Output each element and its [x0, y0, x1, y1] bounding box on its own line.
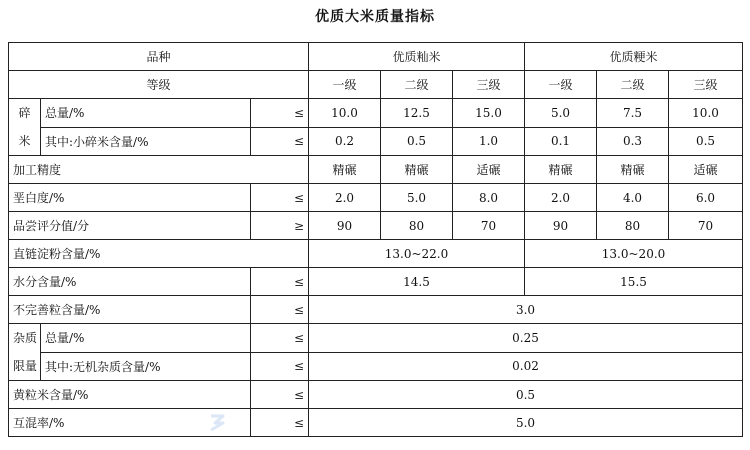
grade-cell: 一级 — [309, 71, 381, 99]
variety-header: 品种 — [9, 43, 309, 71]
limit-symbol: ≤ — [251, 184, 309, 212]
merged-value: 0.02 — [309, 352, 743, 381]
value-cell: 15.0 — [453, 99, 525, 128]
value-cell: 80 — [597, 212, 669, 240]
group-label-char: 碎 — [18, 106, 31, 120]
table-row-chalkiness — [9, 184, 743, 212]
value-cell: 90 — [525, 212, 597, 240]
merged-value: 3.0 — [309, 296, 743, 324]
grade-header: 等级 — [9, 71, 309, 99]
table-row-moisture — [9, 268, 743, 296]
indica-value: 13.0~22.0 — [309, 240, 525, 268]
value-cell: 90 — [309, 212, 381, 240]
value-cell: 0.3 — [597, 127, 669, 156]
value-cell: 适碾 — [453, 156, 525, 184]
table-row-yellow — [9, 381, 743, 409]
indica-header: 优质籼米 — [309, 43, 525, 71]
limit-symbol: ≤ — [251, 352, 309, 381]
table-row-broken-small — [9, 127, 743, 156]
limit-symbol: ≤ — [251, 409, 309, 437]
value-cell: 2.0 — [525, 184, 597, 212]
row-label: 水分含量/% — [9, 268, 251, 296]
row-label: 黄粒米含量/% — [9, 381, 251, 409]
table-row-mixing — [9, 409, 743, 437]
row-label: 其中:无机杂质含量/% — [41, 352, 251, 381]
value-cell: 精碾 — [381, 156, 453, 184]
group-label-text: 杂质 — [13, 331, 38, 345]
row-label: 互混率/% — [9, 409, 251, 437]
value-cell: 2.0 — [309, 184, 381, 212]
value-cell: 适碾 — [669, 156, 743, 184]
limit-symbol: ≤ — [251, 381, 309, 409]
value-cell: 0.5 — [381, 127, 453, 156]
row-label: 总量/% — [41, 324, 251, 353]
value-cell: 70 — [669, 212, 743, 240]
grade-cell: 二级 — [381, 71, 453, 99]
impurity-group-label — [9, 324, 41, 381]
value-cell: 70 — [453, 212, 525, 240]
table-row-broken-total — [9, 99, 743, 128]
value-cell: 12.5 — [381, 99, 453, 128]
row-label: 直链淀粉含量/% — [9, 240, 309, 268]
value-cell: 1.0 — [453, 127, 525, 156]
watermark-logo-icon — [206, 412, 228, 434]
value-cell: 6.0 — [669, 184, 743, 212]
row-label: 垩白度/% — [9, 184, 251, 212]
row-label: 总量/% — [41, 99, 251, 128]
value-cell: 0.2 — [309, 127, 381, 156]
value-cell: 精碾 — [309, 156, 381, 184]
grade-cell: 一级 — [525, 71, 597, 99]
table-row-taste — [9, 212, 743, 240]
value-cell: 10.0 — [669, 99, 743, 128]
limit-symbol: ≤ — [251, 99, 309, 128]
value-cell: 7.5 — [597, 99, 669, 128]
rice-quality-table — [8, 42, 743, 437]
limit-symbol: ≥ — [251, 212, 309, 240]
limit-symbol: ≤ — [251, 296, 309, 324]
value-cell: 10.0 — [309, 99, 381, 128]
japonica-value: 13.0~20.0 — [525, 240, 743, 268]
value-cell: 4.0 — [597, 184, 669, 212]
merged-value: 5.0 — [309, 409, 743, 437]
broken-rice-group-label — [9, 99, 41, 156]
row-label: 品尝评分值/分 — [9, 212, 251, 240]
row-label: 其中:小碎米含量/% — [41, 127, 251, 156]
grade-cell: 三级 — [453, 71, 525, 99]
value-cell: 80 — [381, 212, 453, 240]
table-row-impurity-total — [9, 324, 743, 353]
value-cell: 0.5 — [669, 127, 743, 156]
value-cell: 精碾 — [525, 156, 597, 184]
page-title: 优质大米质量指标 — [315, 9, 435, 25]
table-row-processing — [9, 156, 743, 184]
japonica-value: 15.5 — [525, 268, 743, 296]
limit-symbol: ≤ — [251, 127, 309, 156]
table-row-impurity-inorganic — [9, 352, 743, 381]
merged-value: 0.5 — [309, 381, 743, 409]
header-row-grade — [9, 71, 743, 99]
row-label: 不完善粒含量/% — [9, 296, 251, 324]
group-label-text: 限量 — [13, 359, 38, 373]
group-label-char: 米 — [18, 134, 31, 148]
grade-cell: 三级 — [669, 71, 743, 99]
indica-value: 14.5 — [309, 268, 525, 296]
header-row-variety — [9, 43, 743, 71]
japonica-header: 优质粳米 — [525, 43, 743, 71]
merged-value: 0.25 — [309, 324, 743, 353]
value-cell: 5.0 — [525, 99, 597, 128]
limit-symbol: ≤ — [251, 324, 309, 353]
table-row-imperfect — [9, 296, 743, 324]
table-row-amylose — [9, 240, 743, 268]
value-cell: 5.0 — [381, 184, 453, 212]
value-cell: 0.1 — [525, 127, 597, 156]
row-label: 加工精度 — [9, 156, 309, 184]
value-cell: 8.0 — [453, 184, 525, 212]
value-cell: 精碾 — [597, 156, 669, 184]
limit-symbol: ≤ — [251, 268, 309, 296]
grade-cell: 二级 — [597, 71, 669, 99]
